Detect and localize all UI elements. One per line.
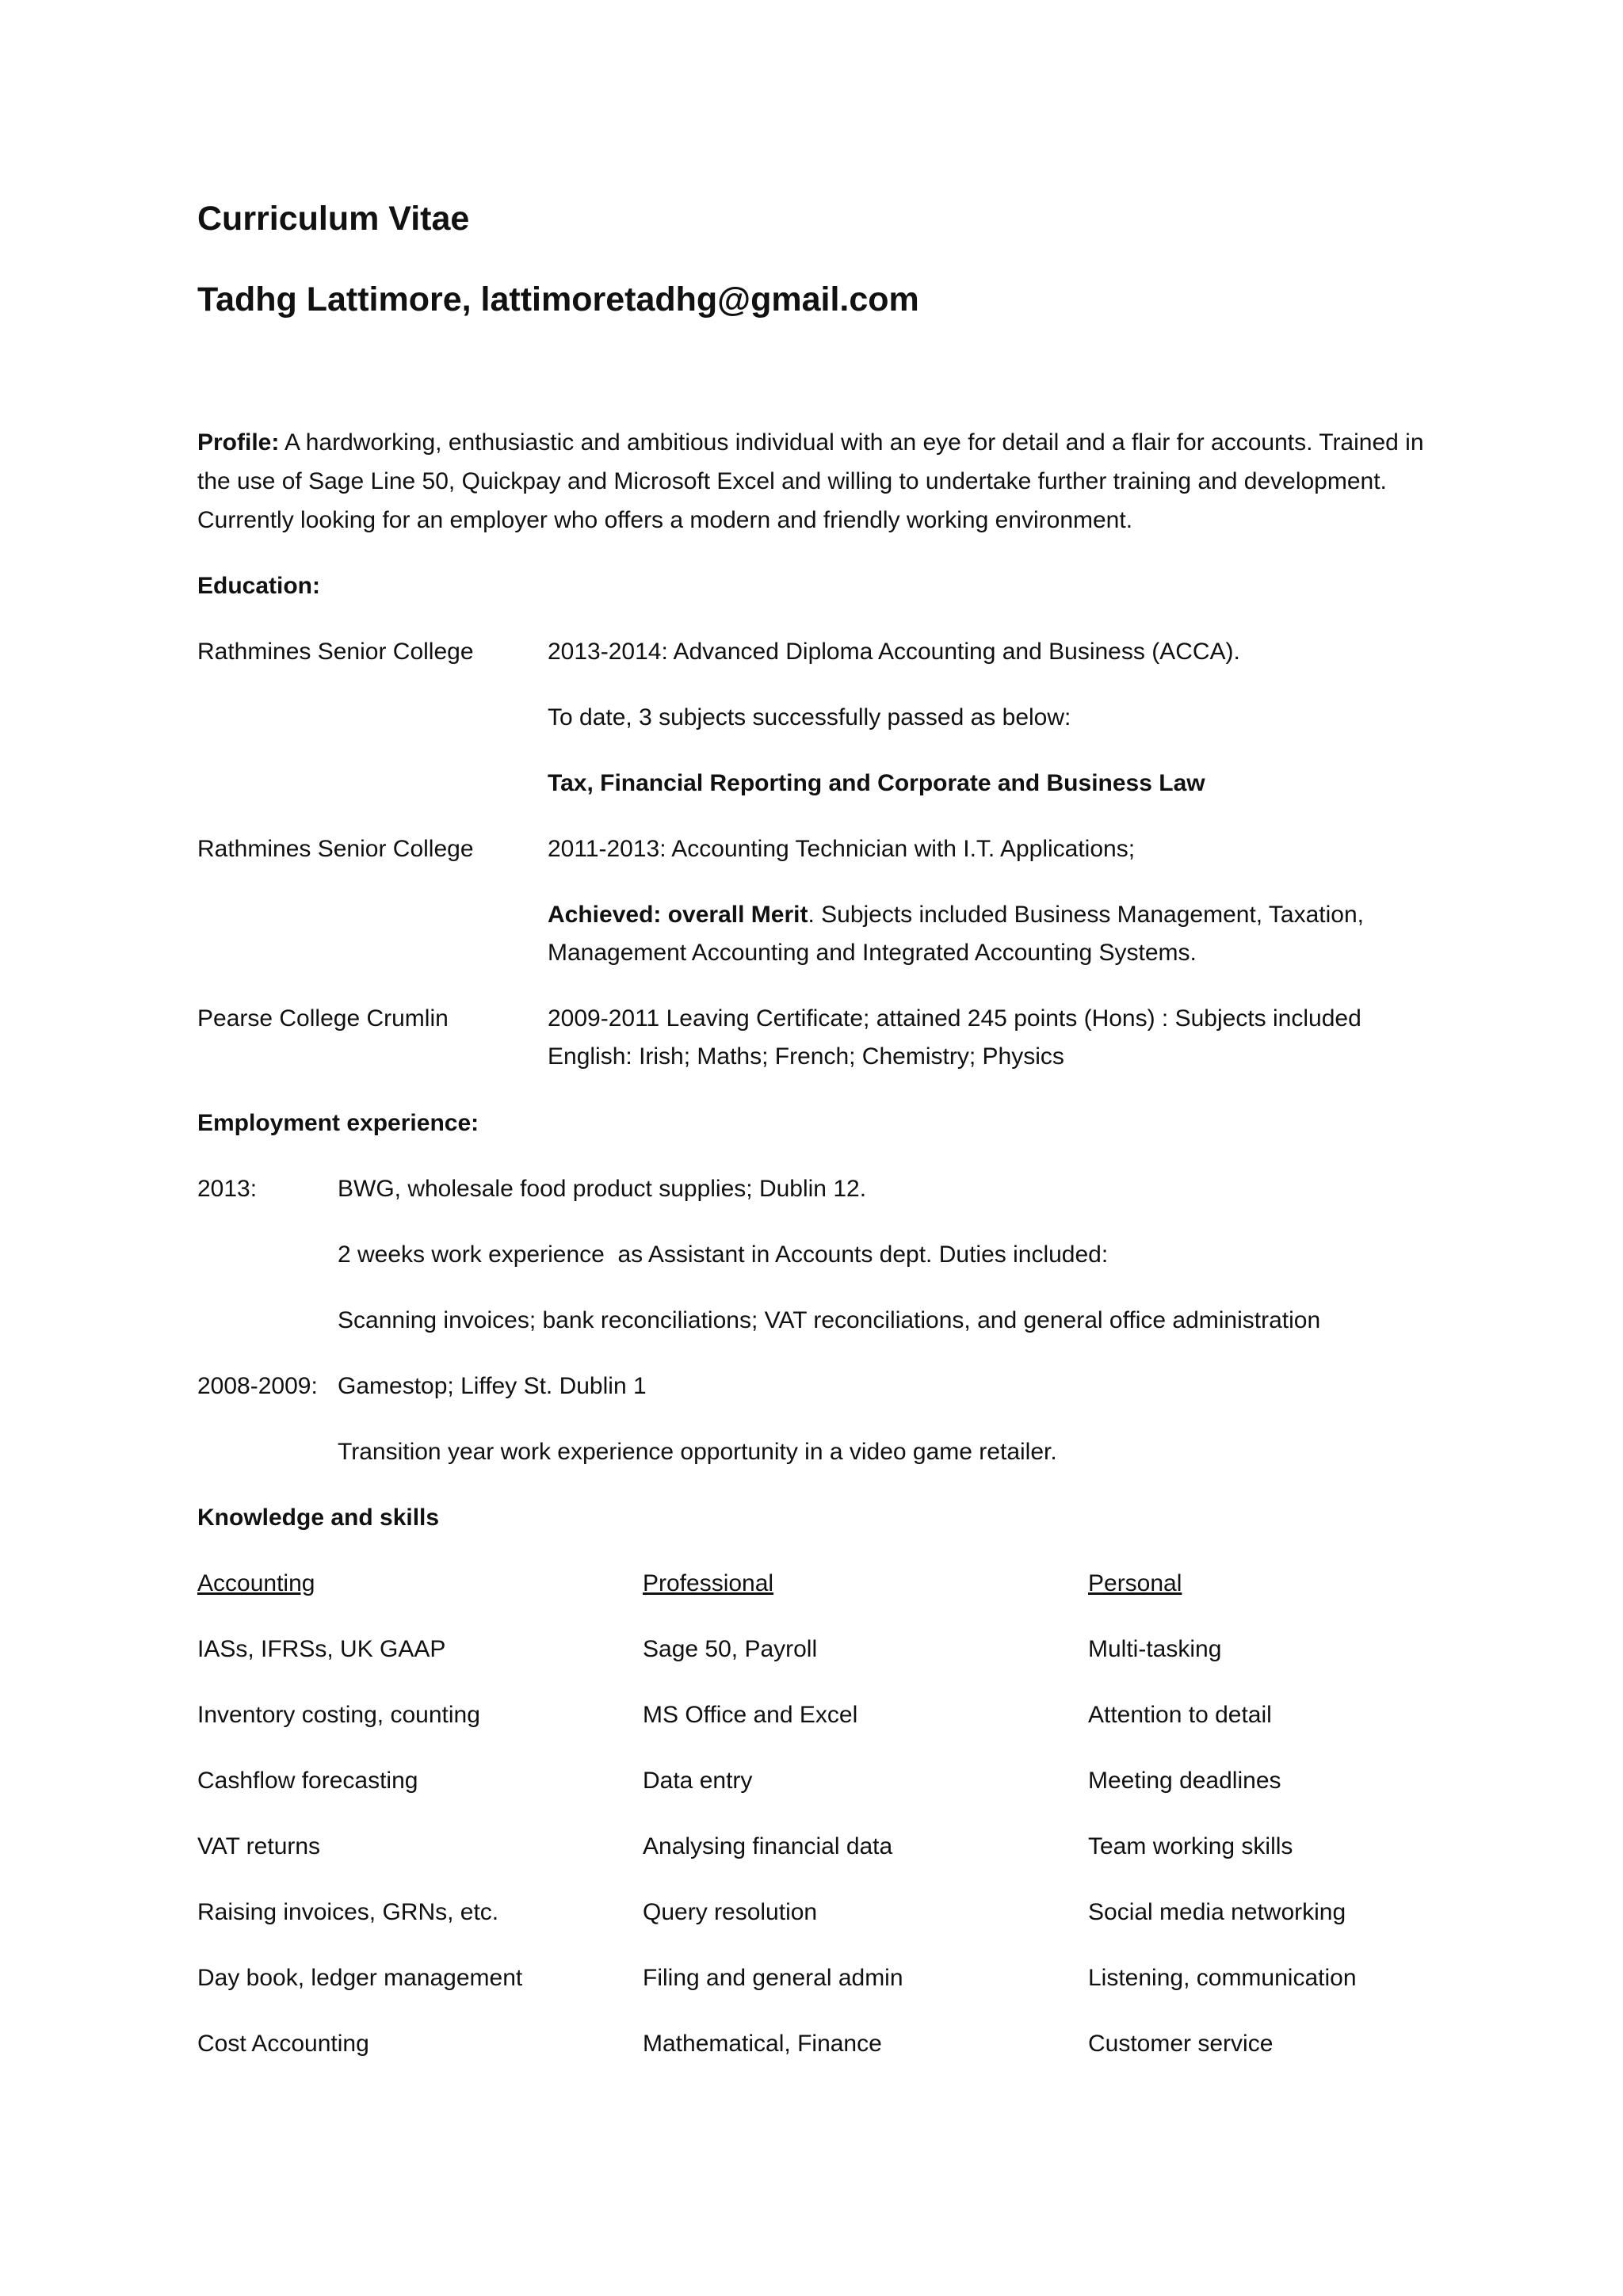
- document-title: Curriculum Vitae: [197, 200, 470, 238]
- profile-text: A hardworking, enthusiastic and ambitious individual with an eye for detail and a flair for accounts. Trained in the use of Sage Line 50, Quickpay and Microsoft Excel and willing to undertake further training and development. Currently looking for an employer who offers a modern and friendly working environment.: [197, 429, 1424, 533]
- skill-item: IASs, IFRSs, UK GAAP: [197, 1636, 446, 1662]
- skill-item: Inventory costing, counting: [197, 1702, 480, 1728]
- skills-heading: Knowledge and skills: [197, 1505, 440, 1531]
- name-email-line: Tadhg Lattimore, lattimoretadhg@gmail.com: [197, 280, 919, 318]
- skill-item: Data entry: [643, 1768, 753, 1794]
- skill-item: Social media networking: [1088, 1899, 1346, 1925]
- skill-item: Sage 50, Payroll: [643, 1636, 818, 1662]
- skill-item: Meeting deadlines: [1088, 1768, 1281, 1794]
- skill-item: Attention to detail: [1088, 1702, 1272, 1728]
- skill-item: Query resolution: [643, 1899, 818, 1925]
- skill-item: Mathematical, Finance: [643, 2031, 882, 2057]
- job-2-detail-1: Transition year work experience opportunity in a video game retailer.: [338, 1439, 1057, 1465]
- job-1-detail-2: Scanning invoices; bank reconciliations; VAT reconciliations, and general office administration: [338, 1307, 1321, 1333]
- skill-item: Analysing financial data: [643, 1833, 893, 1859]
- education-1-line-2: To date, 3 subjects successfully passed as below:: [548, 704, 1071, 730]
- skills-col-professional-header: Professional: [643, 1570, 774, 1596]
- skill-item: Multi-tasking: [1088, 1636, 1222, 1662]
- profile-label: Profile:: [197, 429, 280, 456]
- achievement-text: . Subjects included Business Management, Taxation, Management Accounting and Integrated Accounting Systems.: [548, 902, 1364, 966]
- skills-col-accounting-header: Accounting: [197, 1570, 315, 1596]
- education-heading: Education:: [197, 573, 320, 599]
- education-1-line-1: 2013-2014: Advanced Diploma Accounting and Business (ACCA).: [548, 639, 1240, 665]
- education-2-achievement: [548, 896, 1451, 972]
- skill-item: MS Office and Excel: [643, 1702, 858, 1728]
- skill-item: VAT returns: [197, 1833, 321, 1859]
- skill-item: Filing and general admin: [643, 1965, 903, 1991]
- job-1-detail-1: 2 weeks work experience as Assistant in Accounts dept. Duties included:: [338, 1241, 1109, 1268]
- job-2-employer: Gamestop; Liffey St. Dublin 1: [338, 1373, 647, 1399]
- education-3-line-1: 2009-2011 Leaving Certificate; attained 245 points (Hons) : Subjects included English: Irish; Maths; French; Chemistry; Physics: [548, 1005, 1361, 1070]
- skill-item: Listening, communication: [1088, 1965, 1357, 1991]
- skill-item: Raising invoices, GRNs, etc.: [197, 1899, 499, 1925]
- achievement-label: Achieved: overall Merit: [548, 902, 808, 928]
- education-institution-1: Rathmines Senior College: [197, 639, 474, 665]
- skills-col-personal-header: Personal: [1088, 1570, 1182, 1596]
- profile-paragraph: [197, 423, 1426, 540]
- skill-item: Cashflow forecasting: [197, 1768, 418, 1794]
- job-2-year: 2008-2009:: [197, 1373, 318, 1399]
- education-2-line-1: 2011-2013: Accounting Technician with I.T. Applications;: [548, 836, 1136, 862]
- education-institution-3: Pearse College Crumlin: [197, 1005, 449, 1032]
- skill-item: Day book, ledger management: [197, 1965, 523, 1991]
- job-1-employer: BWG, wholesale food product supplies; Dublin 12.: [338, 1176, 867, 1202]
- employment-heading: Employment experience:: [197, 1110, 479, 1136]
- skill-item: Cost Accounting: [197, 2031, 369, 2057]
- education-1-subjects: Tax, Financial Reporting and Corporate and Business Law: [548, 770, 1205, 796]
- job-1-year: 2013:: [197, 1176, 258, 1202]
- skill-item: Customer service: [1088, 2031, 1274, 2057]
- education-institution-2: Rathmines Senior College: [197, 836, 474, 862]
- skill-item: Team working skills: [1088, 1833, 1293, 1859]
